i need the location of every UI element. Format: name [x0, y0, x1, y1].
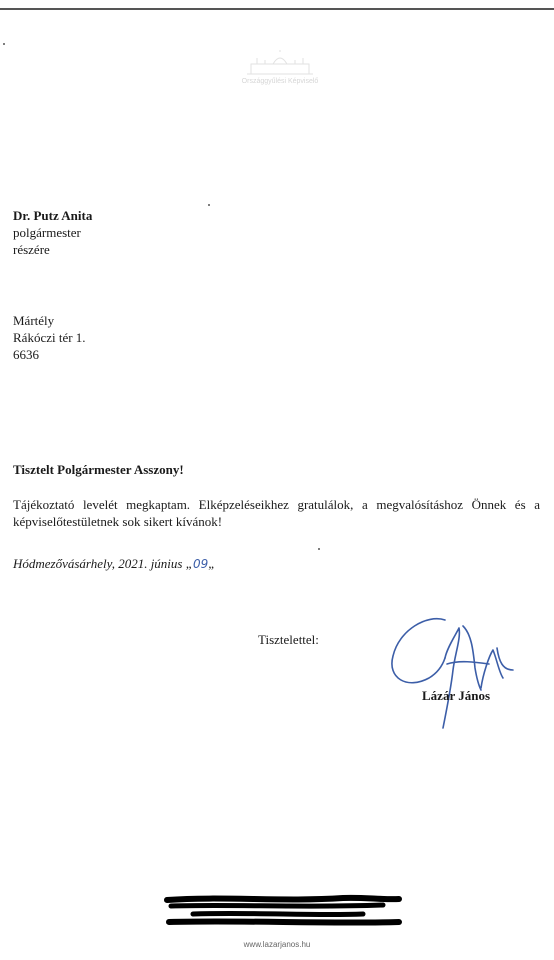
letter-body: Tájékoztató levelét megkaptam. Elképzeléseikhez gratulálok, a megvalósításhoz Önnek és a képviselőtestületnek sok sikert kívánok! [13, 497, 540, 529]
top-border-line [0, 8, 554, 10]
scan-speck [208, 204, 210, 206]
salutation: Tisztelt Polgármester Asszony! [13, 462, 184, 477]
address-street: Rákóczi tér 1. [13, 330, 86, 345]
parliament-building-icon [245, 50, 315, 76]
parliament-emblem [230, 50, 330, 90]
scan-speck [318, 548, 320, 550]
date-day-handwritten: 09 [192, 557, 209, 571]
recipient-name: Dr. Putz Anita [13, 208, 93, 223]
address-city: Mártély [13, 313, 55, 328]
address-block [13, 312, 86, 363]
redaction-marks [163, 892, 403, 932]
handwritten-signature [385, 608, 525, 733]
scan-speck [3, 43, 5, 45]
date-suffix: „ [208, 556, 216, 571]
emblem-caption: Országgyűlési Képviselő [241, 78, 319, 85]
signer-name: Lázár János [422, 688, 491, 703]
closing-phrase: Tisztelettel: [258, 632, 319, 647]
recipient-note: részére [13, 242, 50, 257]
recipient-title: polgármester [13, 225, 81, 240]
date-prefix: Hódmezővásárhely, 2021. június „ [13, 556, 193, 571]
date-line [13, 556, 215, 572]
footer-website: www.lazarjanos.hu [243, 940, 311, 949]
recipient-block [13, 207, 92, 258]
address-postcode: 6636 [13, 347, 39, 362]
